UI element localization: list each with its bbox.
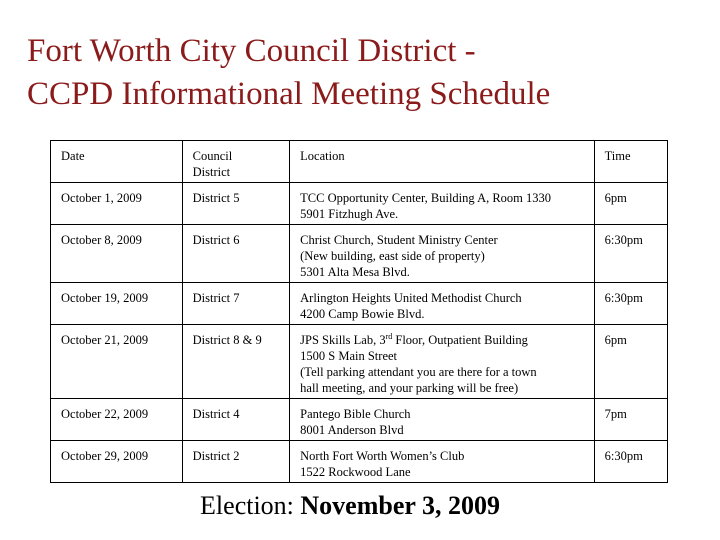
cell-location: JPS Skills Lab, 3rd Floor, Outpatient Building 1500 S Main Street (Tell parking attendant you are there for a town hall meeting, and your parking will be free)	[290, 325, 594, 399]
cell-time: 6:30pm	[594, 441, 667, 483]
cell-district: District 6	[182, 225, 290, 283]
table-row	[51, 225, 668, 283]
cell-date: October 19, 2009	[51, 283, 183, 325]
election-date: November 3, 2009	[300, 491, 500, 520]
table-row	[51, 283, 668, 325]
cell-location: North Fort Worth Women’s Club 1522 Rockwood Lane	[290, 441, 594, 483]
cell-time: 6pm	[594, 325, 667, 399]
cell-date: October 1, 2009	[51, 183, 183, 225]
cell-location: Arlington Heights United Methodist Church 4200 Camp Bowie Blvd.	[290, 283, 594, 325]
cell-date: October 29, 2009	[51, 441, 183, 483]
election-label: Election:	[200, 491, 294, 520]
cell-district: District 5	[182, 183, 290, 225]
cell-time: 6pm	[594, 183, 667, 225]
cell-date: October 22, 2009	[51, 399, 183, 441]
title-line-2: CCPD Informational Meeting Schedule	[27, 76, 551, 112]
cell-location: TCC Opportunity Center, Building A, Room 1330 5901 Fitzhugh Ave.	[290, 183, 594, 225]
header-date: Date	[51, 141, 183, 183]
header-time: Time	[594, 141, 667, 183]
cell-time: 6:30pm	[594, 225, 667, 283]
cell-district: District 4	[182, 399, 290, 441]
cell-location: Pantego Bible Church 8001 Anderson Blvd	[290, 399, 594, 441]
page-title	[27, 30, 707, 116]
table-row	[51, 399, 668, 441]
header-location: Location	[290, 141, 594, 183]
table-row	[51, 183, 668, 225]
cell-date: October 8, 2009	[51, 225, 183, 283]
table-row	[51, 325, 668, 399]
meeting-schedule-table	[50, 140, 668, 483]
cell-district: District 7	[182, 283, 290, 325]
cell-time: 7pm	[594, 399, 667, 441]
election-date-banner	[0, 490, 700, 522]
cell-district: District 8 & 9	[182, 325, 290, 399]
table-row	[51, 441, 668, 483]
cell-date: October 21, 2009	[51, 325, 183, 399]
title-line-1: Fort Worth City Council District -	[27, 33, 476, 69]
table-header-row	[51, 141, 668, 183]
header-council-district: Council District	[182, 141, 290, 183]
cell-district: District 2	[182, 441, 290, 483]
cell-time: 6:30pm	[594, 283, 667, 325]
cell-location: Christ Church, Student Ministry Center (New building, east side of property) 5301 Alta Mesa Blvd.	[290, 225, 594, 283]
